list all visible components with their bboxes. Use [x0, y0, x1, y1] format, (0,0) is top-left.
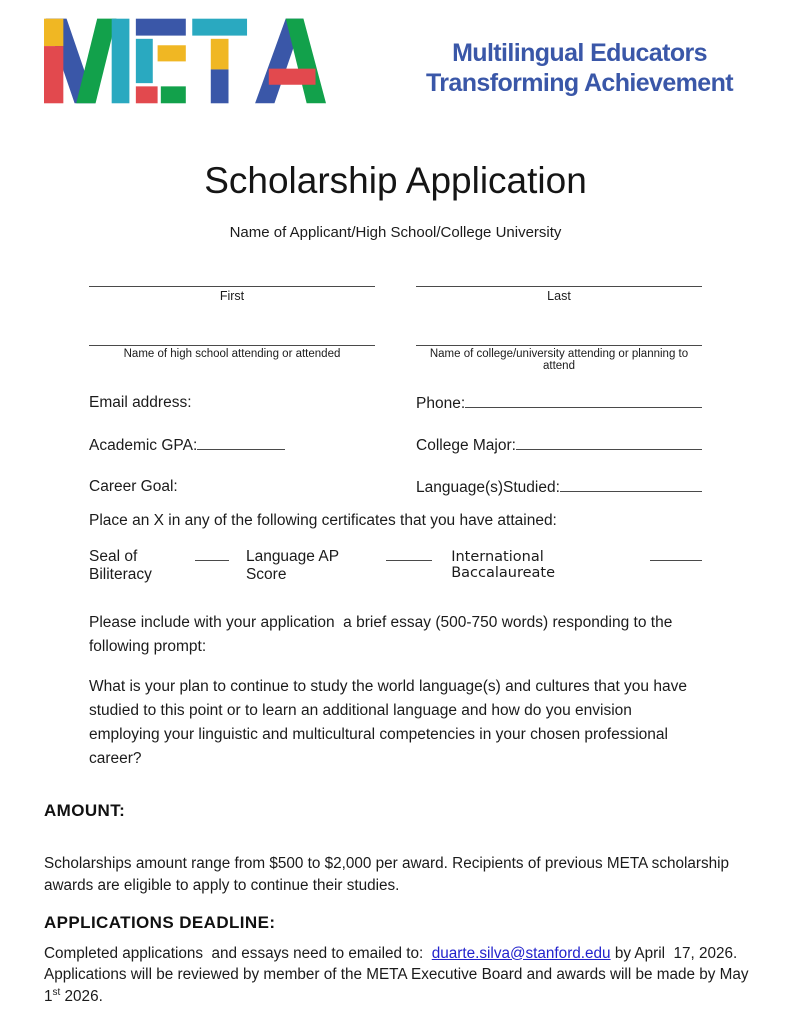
high-school-blank: [89, 331, 375, 346]
amount-body: Scholarships amount range from $500 to $2,000 per award. Recipients of previous META scholarship awards are eligible to apply to continue their studies.: [44, 855, 734, 894]
major-field: [416, 435, 702, 456]
ordinal-superscript: st: [52, 986, 61, 998]
seal-of-biliteracy-blank: [195, 547, 229, 561]
career-goal-field: [89, 477, 375, 498]
high-school-field: [89, 331, 375, 372]
meta-logo: [44, 16, 326, 110]
first-name-label: First: [219, 289, 245, 303]
last-name-label: Last: [547, 289, 571, 303]
high-school-label: Name of high school attending or attended: [123, 348, 341, 360]
last-name-blank: [416, 272, 702, 287]
major-label: College Major:: [416, 437, 516, 454]
essay-prompt: What is your plan to continue to study the world language(s) and cultures that you have studied to this point or to learn an additional language and how do you envision employing your linguistic and multicultural competencies in your chosen professional career?: [89, 678, 692, 768]
meta-logo-graphic: [44, 16, 326, 110]
gpa-blank: [197, 435, 285, 450]
phone-label: Phone:: [416, 395, 466, 412]
tagline-line1: Multilingual Educators: [452, 38, 707, 67]
email-label: Email address:: [89, 394, 192, 411]
deadline-text-end: 2026.: [60, 988, 103, 1006]
email-link[interactable]: duarte.silva@stanford.edu: [431, 944, 611, 962]
document-header: [0, 0, 791, 110]
phone-field: [416, 393, 702, 414]
college-label: Name of college/university attending or planning to attend: [429, 348, 689, 372]
first-name-blank: [89, 272, 375, 287]
languages-blank: [560, 477, 702, 492]
language-ap-score-label: Language AP Score: [245, 548, 339, 583]
gpa-label: Academic GPA:: [89, 437, 198, 454]
career-goal-label: Career Goal:: [89, 478, 178, 495]
certificates-instruction: Place an X in any of the following certificates that you have attained:: [89, 512, 557, 529]
languages-label: Language(s)Studied:: [416, 479, 560, 496]
seal-of-biliteracy-label: Seal of Biliteracy: [89, 548, 152, 583]
page-title: Scholarship Application: [204, 160, 587, 201]
international-baccalaureate-blank: [650, 547, 702, 561]
last-name-field: [416, 272, 702, 303]
college-blank: [416, 331, 702, 346]
deadline-text-before-link: Completed applications and essays need to emailed to:: [44, 944, 432, 962]
language-ap-score-blank: [386, 547, 432, 561]
phone-blank: [465, 393, 702, 408]
major-blank: [516, 435, 702, 450]
amount-heading: AMOUNT:: [44, 801, 126, 821]
email-field: [89, 393, 375, 414]
deadline-text-after-link: by April 17, 2026. Applications will be reviewed by member of the META Executive Board and awards will be made by May 1: [44, 944, 753, 1006]
deadline-body: [44, 943, 753, 1008]
page-subtitle: Name of Applicant/High School/College University: [229, 224, 562, 241]
application-form: [89, 272, 702, 771]
deadline-heading: APPLICATIONS DEADLINE:: [44, 912, 276, 932]
essay-intro: Please include with your application a brief essay (500-750 words) responding to the following prompt:: [89, 614, 677, 656]
college-field: [416, 331, 702, 372]
tagline-line2: Transforming Achievement: [426, 69, 733, 97]
certificates-row: [89, 547, 702, 584]
languages-field: [416, 477, 702, 498]
gpa-field: [89, 435, 375, 456]
international-baccalaureate-label: International Baccalaureate: [451, 549, 556, 581]
organization-tagline: [426, 38, 733, 99]
first-name-field: [89, 272, 375, 303]
